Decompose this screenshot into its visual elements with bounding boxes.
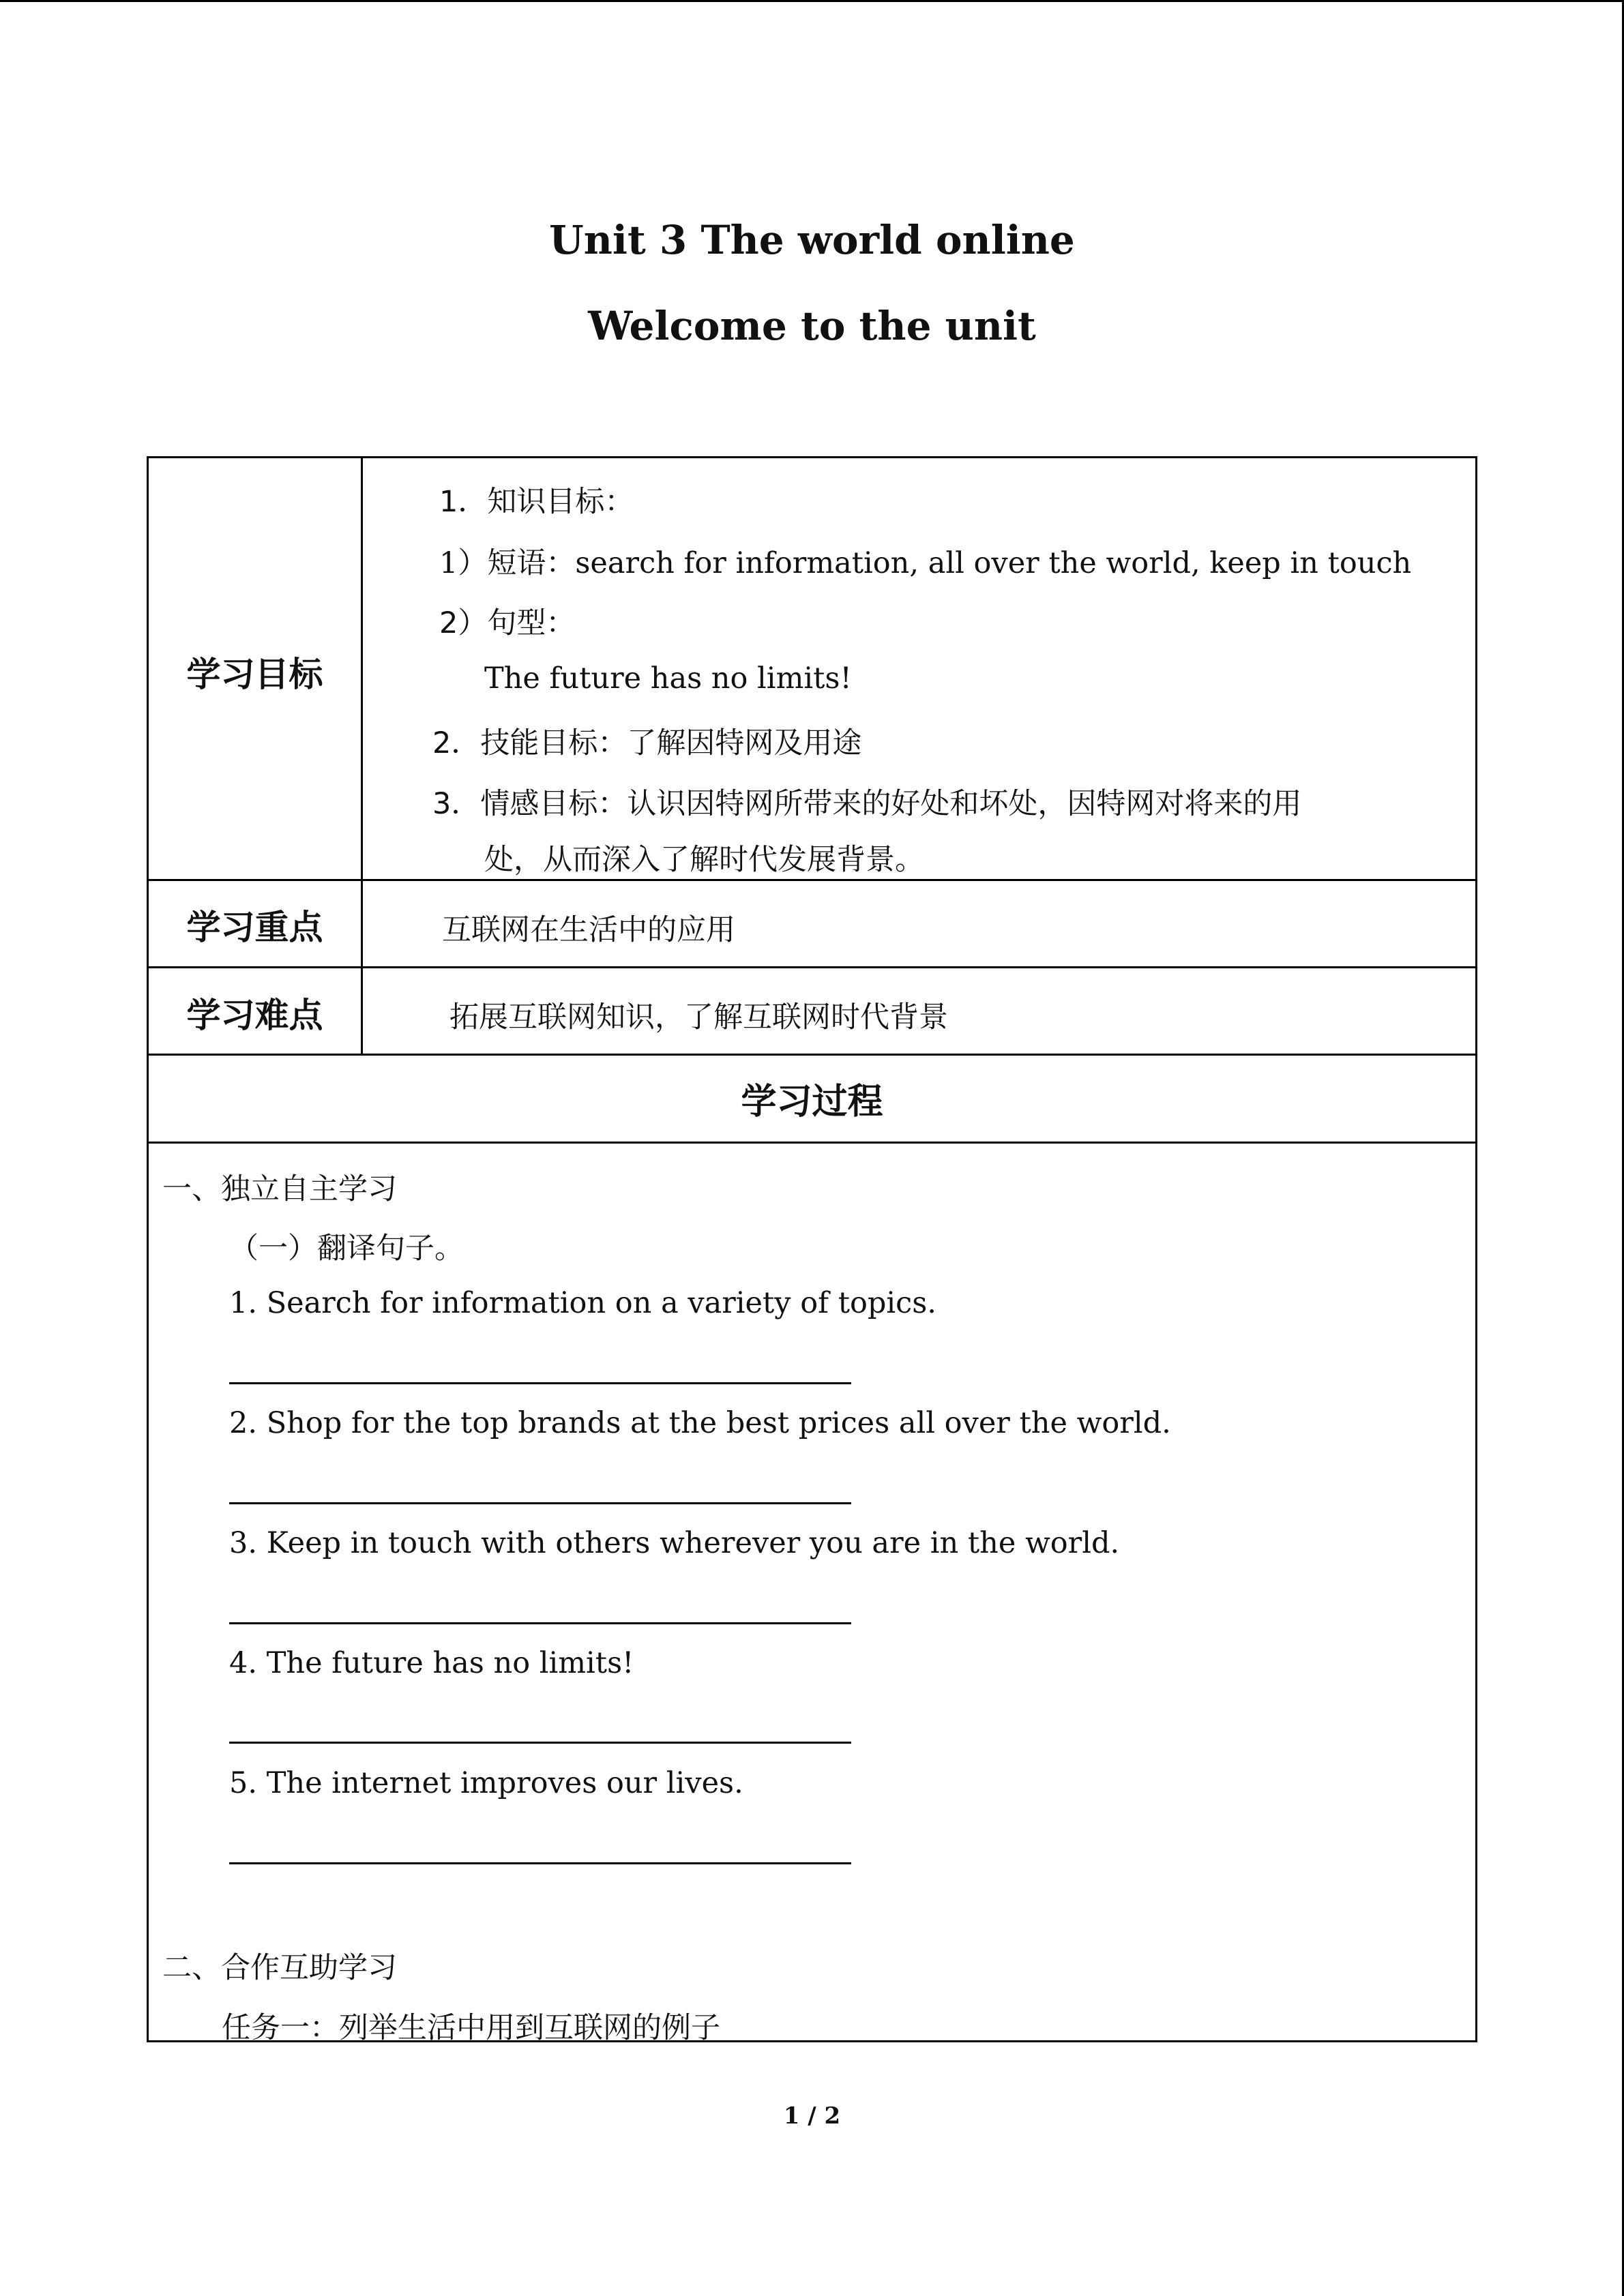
column-divider [361, 458, 363, 1054]
objectives-label: 学习目标 [186, 655, 323, 694]
section-heading: 二、合作互助学习 [162, 1951, 397, 1985]
pattern-example: The future has no limits! [484, 661, 852, 696]
difficulty-label: 学习难点 [186, 996, 323, 1035]
answer-blank[interactable] [229, 1502, 851, 1504]
sentence-item: 3. Keep in touch with others wherever you are in the world. [229, 1526, 1120, 1560]
document-title: Unit 3 The world online [549, 217, 1075, 263]
lesson-table [147, 456, 1477, 2045]
answer-blank[interactable] [229, 1742, 851, 1744]
skill-objective: 2．技能目标：了解因特网及用途 [432, 726, 862, 760]
row-divider [149, 966, 1475, 968]
process-heading: 学习过程 [741, 1082, 883, 1122]
difficulty-text: 拓展互联网知识，了解互联网时代背景 [449, 1000, 948, 1034]
sentence-item: 4. The future has no limits! [229, 1646, 634, 1680]
knowledge-objective: 1．知识目标： [439, 485, 634, 519]
emotion-objective-line1: 3．情感目标：认识因特网所带来的好处和坏处，因特网对将来的用 [432, 787, 1302, 821]
answer-blank[interactable] [229, 1622, 851, 1624]
row-divider [149, 1054, 1475, 1056]
sentence-item: 2. Shop for the top brands at the best prices all over the world. [229, 1406, 1171, 1440]
key-point-label: 学习重点 [186, 908, 323, 947]
row-divider [149, 1142, 1475, 1144]
section-heading: 一、独立自主学习 [162, 1172, 397, 1206]
answer-blank[interactable] [229, 1382, 851, 1384]
sentence-item: 1. Search for information on a variety of topics. [229, 1286, 936, 1320]
page-number: 1 / 2 [783, 2102, 841, 2130]
subsection-heading: （一）翻译句子。 [229, 1232, 464, 1266]
emotion-objective-line2: 处，从而深入了解时代发展背景。 [484, 843, 924, 877]
patterns-line: 2）句型： [439, 606, 576, 640]
task-line: 任务一：列举生活中用到互联网的例子 [222, 2011, 720, 2045]
phrases-line: 1）短语：search for information, all over the world, keep in touch [439, 546, 1412, 580]
row-divider [149, 879, 1475, 881]
key-point-text: 互联网在生活中的应用 [442, 913, 735, 947]
answer-blank[interactable] [229, 1862, 851, 1864]
sentence-item: 5. The internet improves our lives. [229, 1766, 743, 1800]
document-subtitle: Welcome to the unit [588, 303, 1036, 349]
page-top-border [0, 0, 1624, 2]
